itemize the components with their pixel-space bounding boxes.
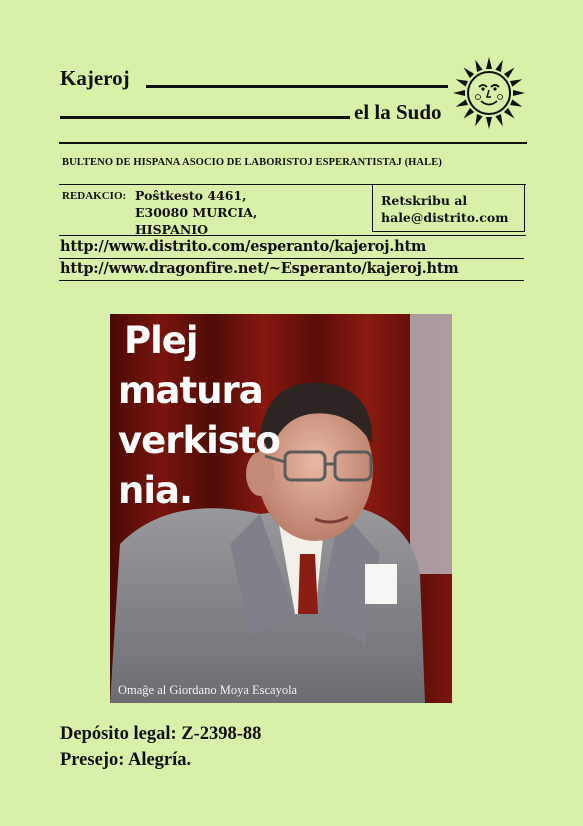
contact-label: Retskribu al: [381, 193, 468, 208]
link-rule-1: [59, 258, 524, 259]
contact-email[interactable]: hale@distrito.com: [381, 210, 509, 225]
sun-logo-icon: [452, 56, 526, 130]
overlay-line: matura: [118, 369, 263, 412]
printing-motto: Presejo: Alegría.: [60, 750, 192, 770]
link-distrito[interactable]: http://www.distrito.com/esperanto/kajeroj.htm: [60, 238, 427, 255]
title-kajeroj: Kajeroj: [60, 66, 130, 90]
overlay-line: nia.: [118, 469, 193, 512]
overlay-line: verkisto: [118, 419, 280, 462]
title-el-la-sudo: el la Sudo: [354, 100, 442, 124]
contact-box: [372, 184, 525, 232]
legal-deposit: Depósito legal: Z-2398-88: [60, 724, 262, 744]
link-dragonfire[interactable]: http://www.dragonfire.net/~Esperanto/kajeroj.htm: [60, 260, 459, 277]
title-rule-2: [60, 116, 350, 119]
redaction-label: REDAKCIO:: [62, 190, 127, 202]
photo-overlay-text: [118, 316, 280, 516]
title-rule-1: [146, 85, 448, 88]
bulletin-subtitle: BULTENO DE HISPANA ASOCIO DE LABORISTOJ ESPERANTISTAJ (HALE): [62, 157, 442, 168]
photo-caption: Omaĝe al Giordano Moya Escayola: [118, 683, 298, 697]
redaction-address: [135, 187, 257, 238]
address-line: E30080 MURCIA,: [135, 205, 258, 220]
header-rule: [59, 142, 527, 144]
address-line: HISPANIO: [135, 222, 209, 237]
link-rule-2: [59, 280, 524, 281]
overlay-line: Plej: [124, 319, 198, 362]
address-line: Poŝtkesto 4461,: [135, 188, 247, 203]
